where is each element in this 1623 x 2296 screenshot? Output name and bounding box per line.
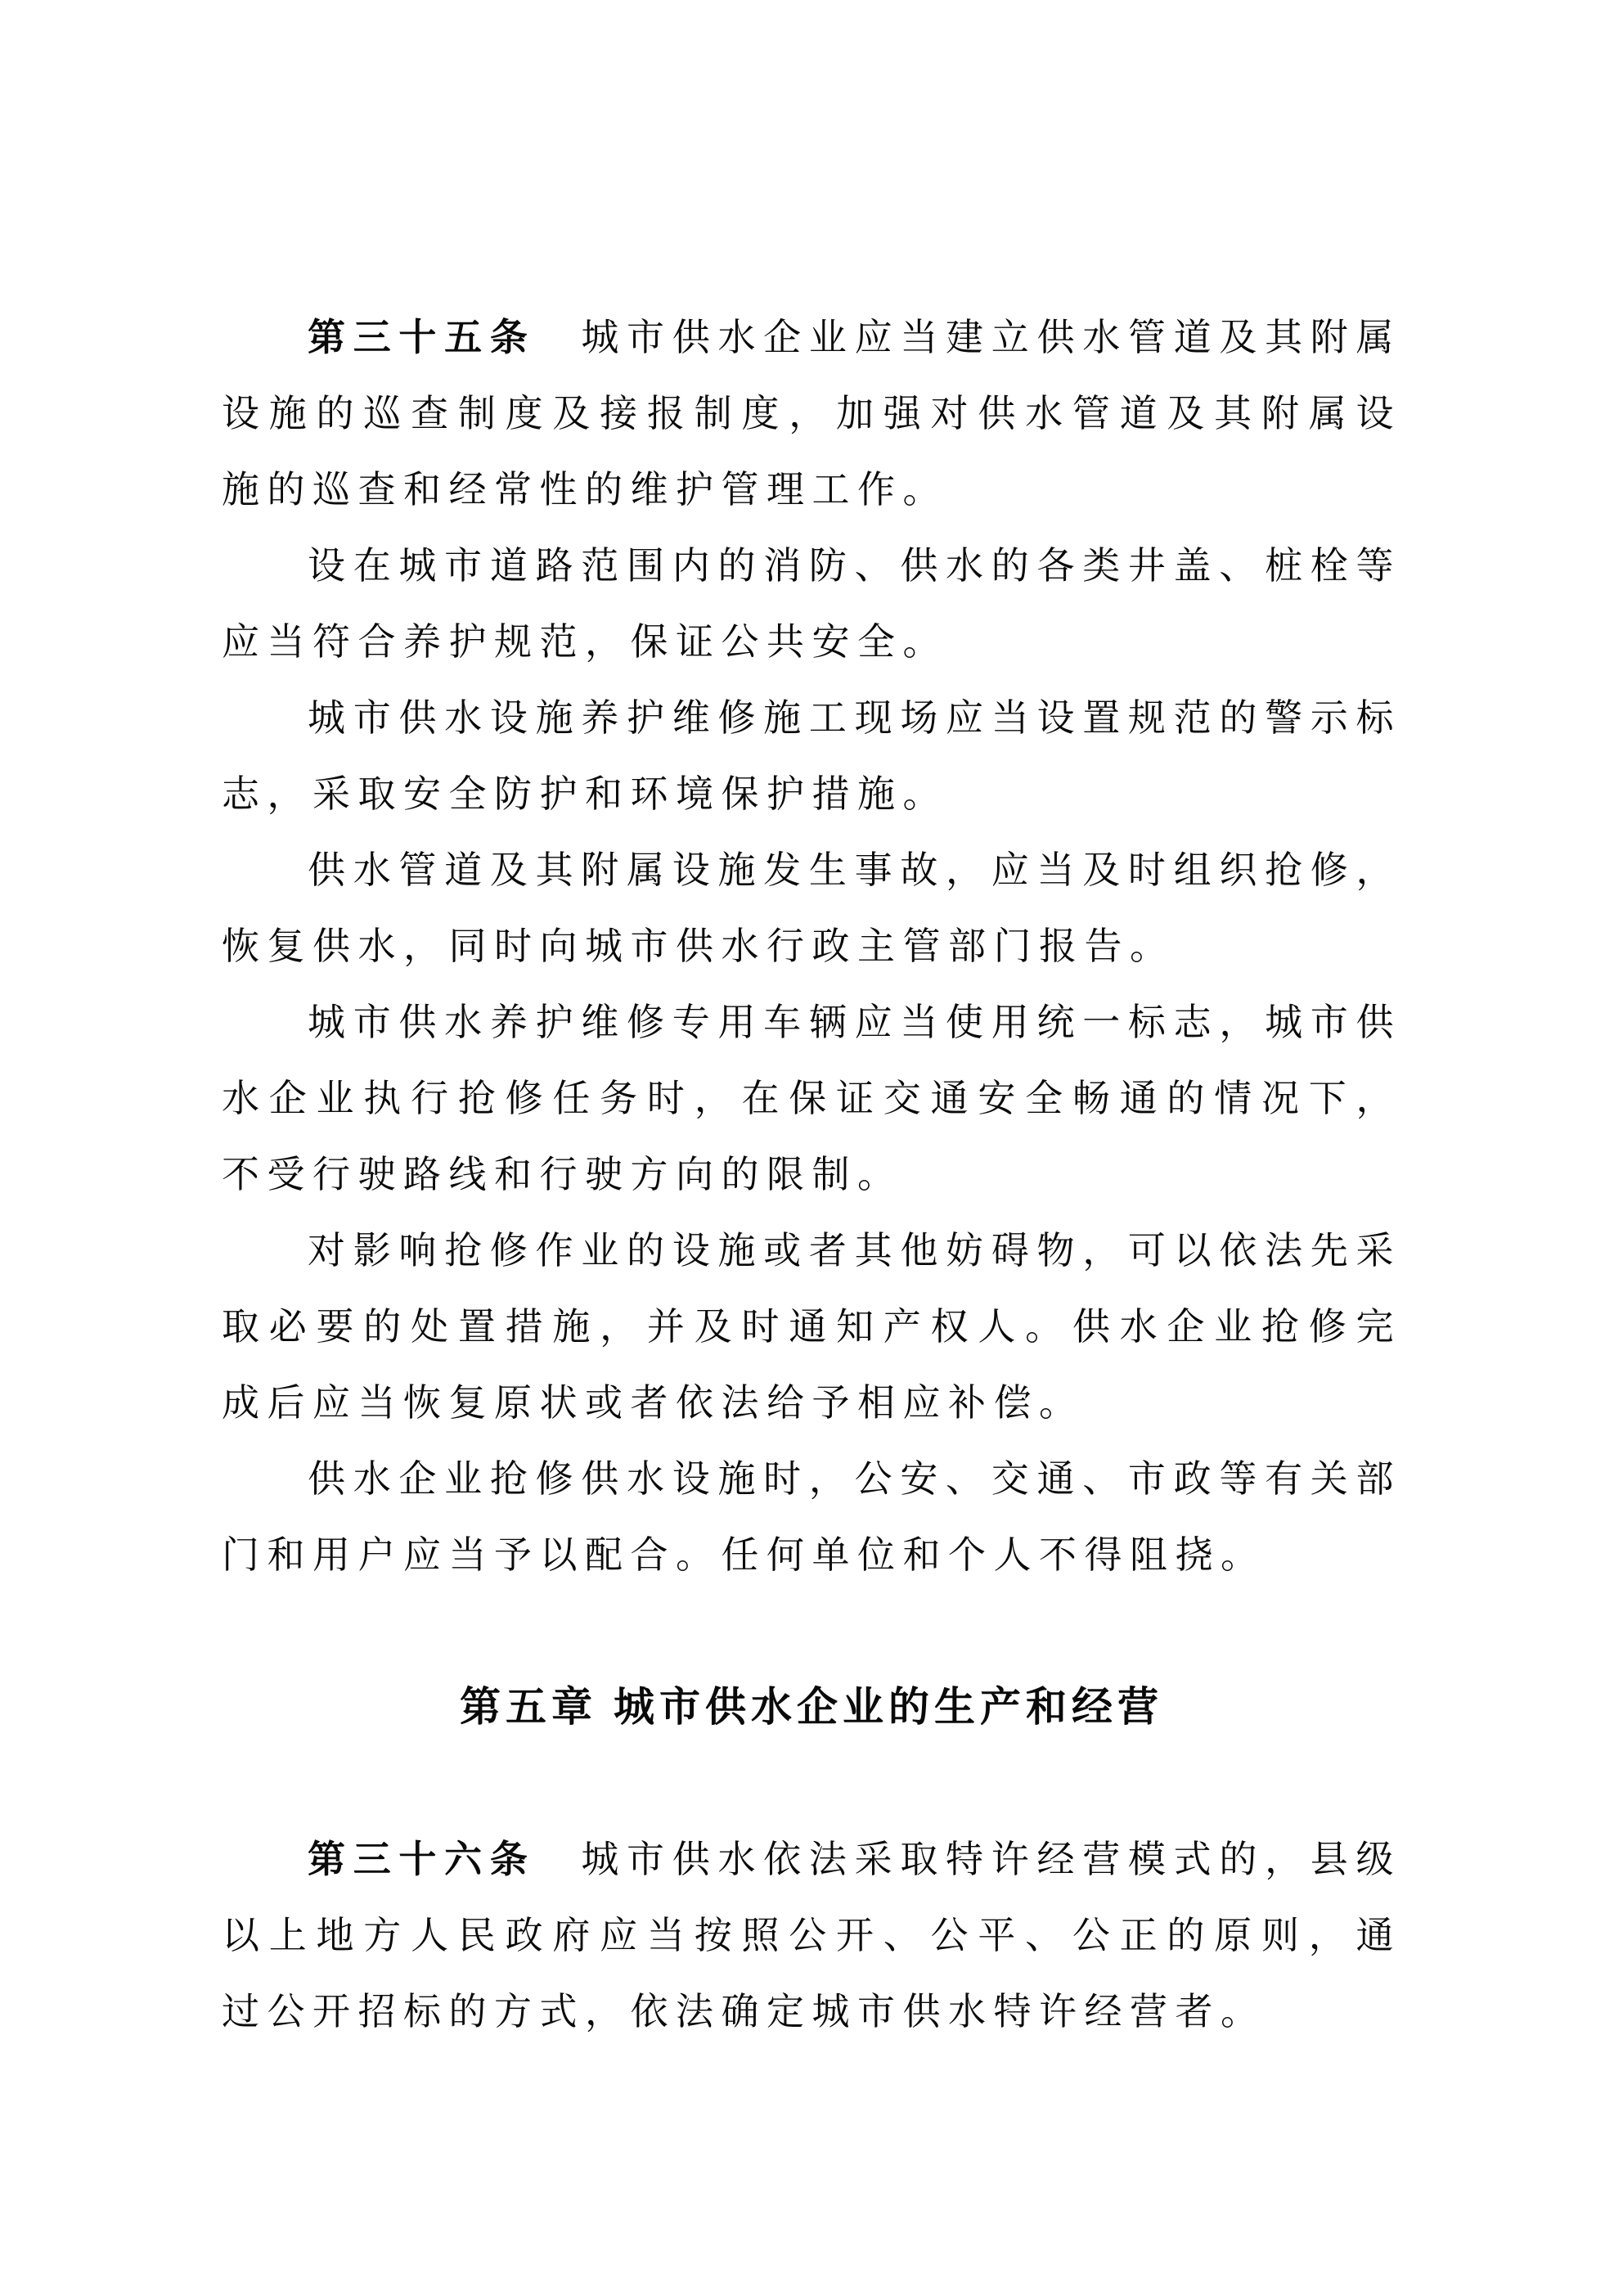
article-paragraph bbox=[222, 1821, 1401, 2050]
body-paragraph: 城市供水设施养护维修施工现场应当设置规范的警示标志，采取安全防护和环境保护措施。 bbox=[222, 697, 1401, 815]
body-paragraph: 设在城市道路范围内的消防、供水的各类井盖、桩栓等应当符合养护规范，保证公共安全。 bbox=[222, 545, 1401, 663]
article-number: 第三十五条 bbox=[308, 316, 536, 358]
article-number: 第三十六条 bbox=[308, 1838, 536, 1880]
document-content bbox=[222, 299, 1401, 2050]
article-text: 城市供水依法采取特许经营模式的，县级以上地方人民政府应当按照公开、公平、公正的原则，通过公开招标的方式，依法确定城市供水特许经营者。 bbox=[222, 1839, 1402, 2033]
chapter-heading: 第五章 城市供水企业的生产和经营 bbox=[460, 1684, 1163, 1730]
body-paragraph: 对影响抢修作业的设施或者其他妨碍物，可以依法先采取必要的处置措施，并及时通知产权人。供水企业抢修完成后应当恢复原状或者依法给予相应补偿。 bbox=[222, 1230, 1401, 1424]
body-paragraph: 供水管道及其附属设施发生事故，应当及时组织抢修，恢复供水，同时向城市供水行政主管部门报告。 bbox=[222, 849, 1401, 967]
body-paragraph: 供水企业抢修供水设施时，公安、交通、市政等有关部门和用户应当予以配合。任何单位和个人不得阻挠。 bbox=[222, 1458, 1401, 1576]
article-text: 城市供水企业应当建立供水管道及其附属设施的巡查制度及接报制度，加强对供水管道及其附属设施的巡查和经常性的维护管理工作。 bbox=[222, 317, 1402, 511]
article-paragraph bbox=[222, 299, 1401, 528]
body-paragraph: 城市供水养护维修专用车辆应当使用统一标志，城市供水企业执行抢修任务时，在保证交通安全畅通的情况下，不受行驶路线和行驶方向的限制。 bbox=[222, 1002, 1401, 1195]
